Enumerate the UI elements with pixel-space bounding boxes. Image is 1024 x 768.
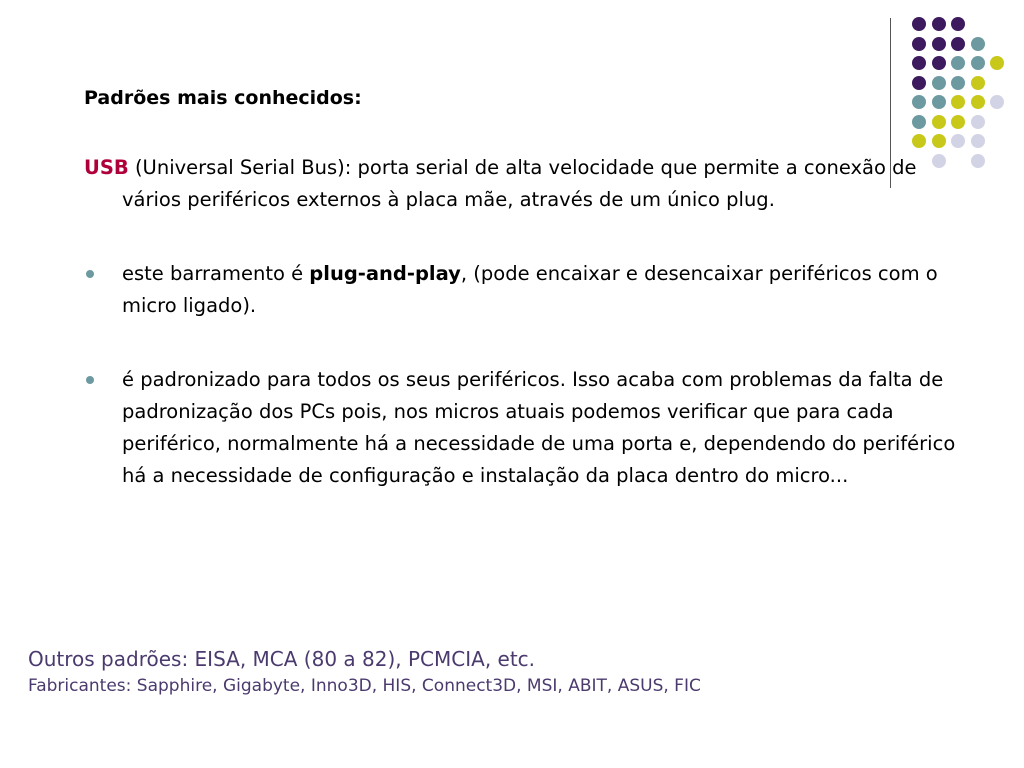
decorative-dot — [951, 37, 965, 51]
decorative-dot — [971, 115, 985, 129]
decorative-dot — [932, 56, 946, 70]
slide-footer — [28, 645, 701, 699]
bullet-dot-icon — [86, 270, 94, 278]
other-standards-text: Outros padrões: EISA, MCA (80 a 82), PCMCIA, etc. — [28, 647, 536, 671]
decorative-dot — [990, 56, 1004, 70]
decorative-dot — [912, 17, 926, 31]
decorative-dot — [990, 95, 1004, 109]
decorative-dot — [971, 56, 985, 70]
decorative-dot — [932, 37, 946, 51]
decorative-dot — [971, 37, 985, 51]
bullet-list — [84, 258, 964, 492]
bullet-dot-icon — [86, 376, 94, 384]
decorative-dot — [971, 154, 985, 168]
bullet-text-prefix: este barramento é — [122, 262, 310, 285]
decorative-dot — [971, 95, 985, 109]
decorative-dot — [932, 17, 946, 31]
manufacturers-text: Fabricantes: Sapphire, Gigabyte, Inno3D, HIS, Connect3D, MSI, ABIT, ASUS, FIC — [28, 676, 701, 696]
slide-content — [84, 84, 964, 492]
bullet-item — [84, 364, 964, 492]
usb-paragraph — [84, 152, 964, 216]
decorative-dot — [951, 17, 965, 31]
usb-term: USB — [84, 156, 129, 179]
usb-definition: (Universal Serial Bus): porta serial de alta velocidade que permite a conexão de vários periféricos externos à placa mãe, através de um único plug. — [122, 156, 917, 211]
decorative-dot — [971, 134, 985, 148]
bullet-item — [84, 258, 964, 322]
decorative-dot — [912, 37, 926, 51]
slide-heading: Padrões mais conhecidos: — [84, 87, 362, 109]
bullet-text: é padronizado para todos os seus periféricos. Isso acaba com problemas da falta de padronização dos PCs pois, nos micros atuais podemos verificar que para cada periférico, normalmente há a necessidade de uma porta e, dependendo do periférico há a necessidade de configuração e instalação da placa dentro do micro... — [122, 368, 956, 487]
bullet-text-suffix: , (pode encaixar e desencaixar periféricos com o micro ligado). — [122, 262, 938, 317]
decorative-dot — [912, 56, 926, 70]
decorative-dot — [971, 76, 985, 90]
decorative-dot — [951, 56, 965, 70]
bullet-bold-term: plug-and-play — [309, 262, 461, 285]
